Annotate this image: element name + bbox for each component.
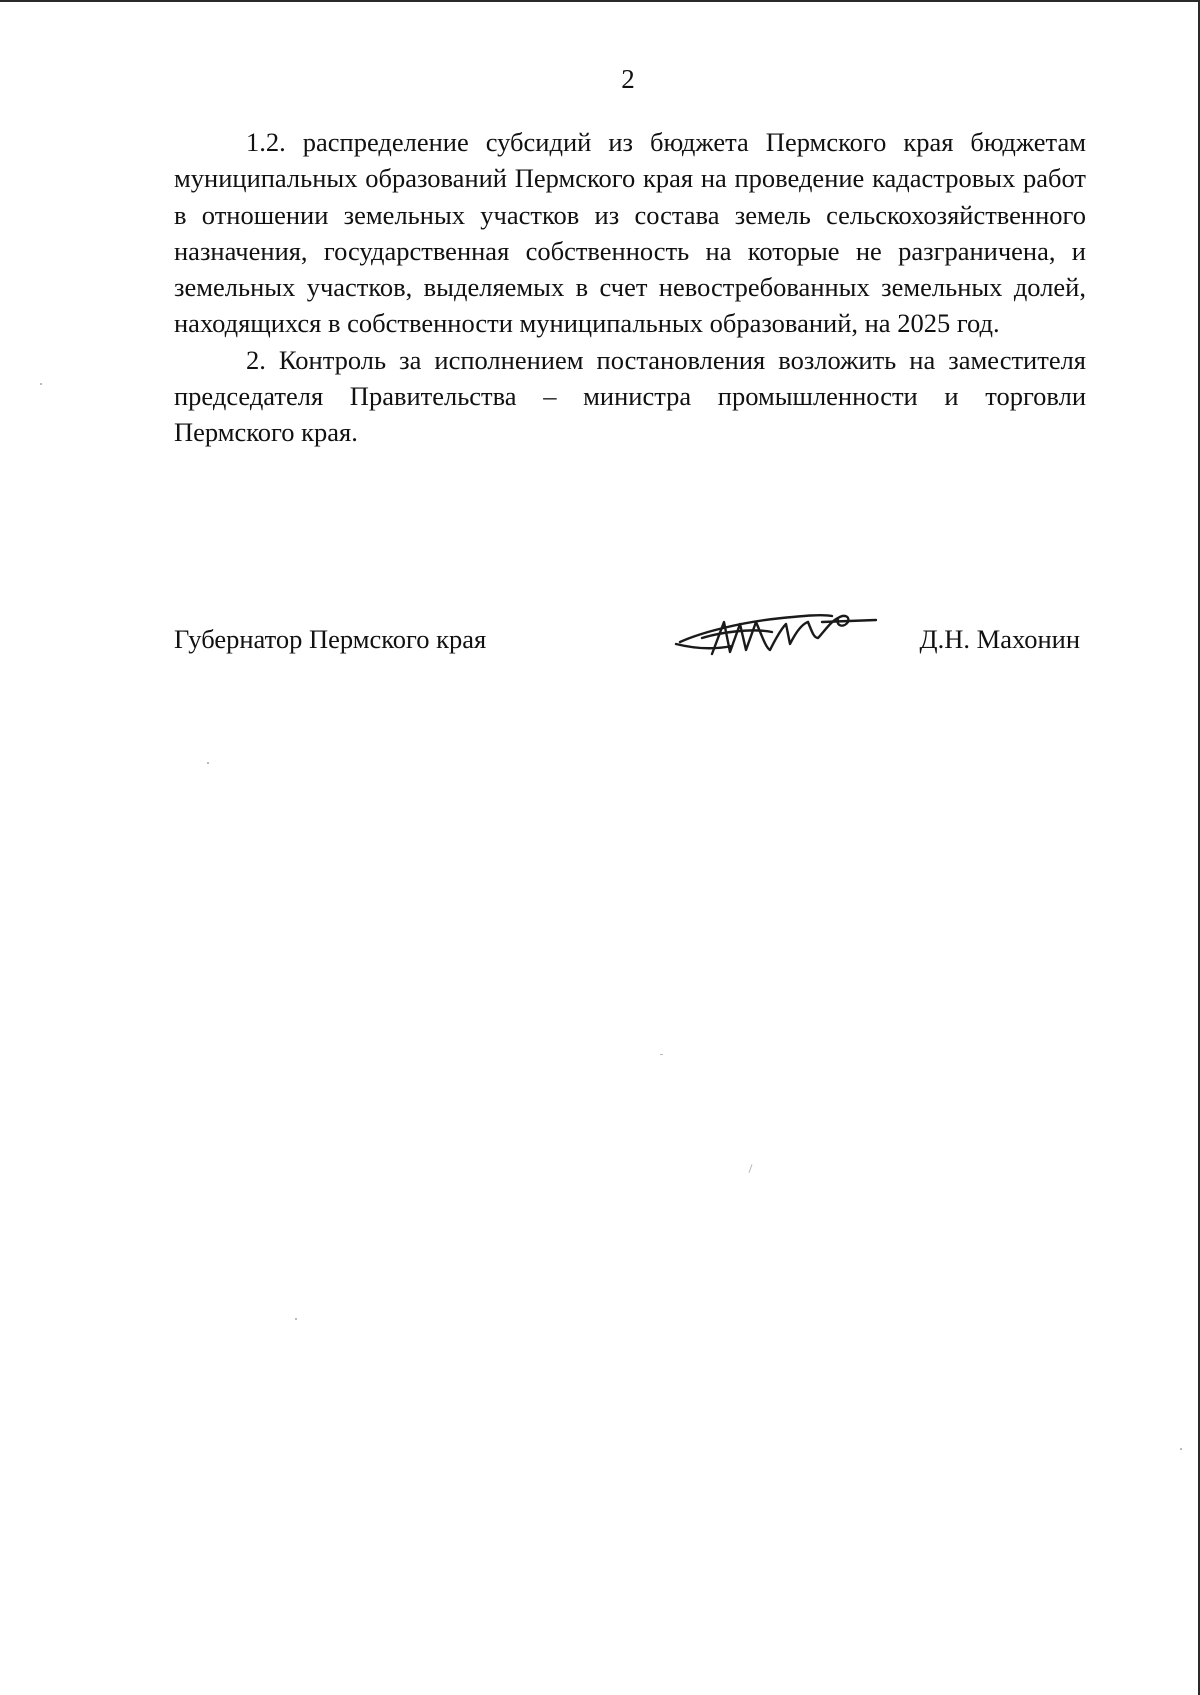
scan-speck bbox=[207, 762, 209, 764]
document-body bbox=[174, 124, 1086, 451]
page-edge-top bbox=[0, 0, 1200, 2]
scan-speck bbox=[1180, 1448, 1182, 1450]
scan-speck bbox=[660, 1054, 663, 1055]
handwritten-signature bbox=[672, 592, 882, 668]
paragraph-control: 2. Контроль за исполнением постановления возложить на заместителя председателя Правительства – министра промышленности и торговли Пермского края. bbox=[174, 344, 1086, 448]
page-number: 2 bbox=[621, 64, 635, 94]
scan-speck bbox=[748, 1164, 752, 1173]
signature-block bbox=[174, 618, 1086, 678]
signatory-name: Д.Н. Махонин bbox=[919, 624, 1080, 654]
paragraph-subsidy-distribution: 1.2. распределение субсидий из бюджета Пермского края бюджетам муниципальных образований Пермского края на проведение кадастровых работ в отношении земельных участков из состава земель сельскохозяйственного назначения, государственная собственность на которые не разграничена, и земельных участков, выделяемых в счет невостребованных земельных долей, находящихся в собственности муниципальных образований, на 2025 год. bbox=[174, 127, 1086, 339]
signatory-position: Губернатор Пермского края bbox=[174, 624, 487, 654]
scan-speck bbox=[40, 383, 42, 385]
scan-speck bbox=[295, 1318, 297, 1320]
